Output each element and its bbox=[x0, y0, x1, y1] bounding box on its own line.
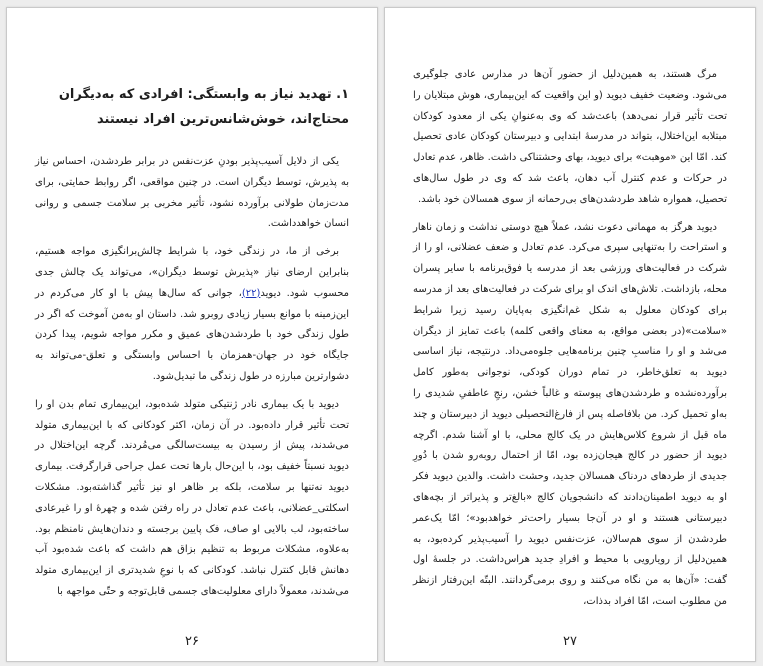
paragraph: دیوید هرگز به مهمانی دعوت نشد، عملاً هیچ دوستی نداشت و زمان ناهار و استراحت را به‌تنهایی سپری می‌کرد. عدم تعادل و ضعف عضلانی، او را از شرکت در فعالیت‌های ورزشی بعد از مدرسه یا فوق‌برنامه با سایر پسران محله، بازداشت. تلاش‌های اندک او برای شرکت در فعالیت‌های بعد از مدرسه برای کودکان معلول به شکل غم‌انگیزی به‌پایان رسید زیرا شرایط «سلامت»(در بعضی مواقع، به معنای واقعی کلمه) باعث تمایز از دیگران می‌شد و او را مناسبِ چنین برنامه‌هایی جلوه‌می‌داد. درنتیجه، نیاز اساسی دیوید به تعلق‌خاطر، در تمام دوران کودکی، نوجوانی به‌طور کامل برآورده‌نشده و طردشدن‌های پیوسته و غالباً خشن، رنجِ عاطفیِ شدیدی را به‌او تحمیل کرد. من بلافاصله پس از فارغ‌التحصیلی دیوید از دبیرستان و چند ماه قبل از شروع کلاس‌هایش در یک کالج محلی، با او آشنا شدم. اگرچه دیوید از حضور در کالج هیجان‌زده بود، امّا از احتمال روبه‌رو شدن با دُورِ جدیدی از طردهای دردناک همسالان جدید، وحشت داشت. والدین دیوید فکر او به دیوید اطمینان‌دادند که دانشجویان کالج «بالغ‌تر و پذیراتر از بچه‌های دبیرستانی هستند و او در آن‌جا بسیار راحت‌تر خواهدبود»؛ امّا یک‌عمر طردشدن از سوی هم‌سالان، عزت‌نفس دیوید را آسیب‌پذیر کرده‌بود، به همین‌دلیل از رویارویی با محیط و افرادِ جدید هراس‌داشت. در جلسهٔ اول گفت: «آن‌ها به من نگاه می‌کنند و روی برمی‌گردانند. البتّه این‌رفتار ازنظر من مطلوب است، امّا افراد بدذات، bbox=[413, 221, 727, 607]
page-number: ۲۶ bbox=[185, 634, 199, 649]
book-page-left bbox=[6, 7, 378, 662]
page-left-content bbox=[35, 82, 349, 610]
paragraph: دیوید با یک بیماری نادر ژنتیکی متولد شده‌بود، این‌بیماری تمام بدن او را تحت تأثیر قرار داده‌بود. در آن زمان، اکثر کودکانی که با این‌بیماری متولد می‌شدند، پیش از رسیدن به بیست‌سالگی می‌مُردند. گرچه این‌اختلال در دیوید نسبتاً خفیف بود، با این‌حال بارها تحت عمل جراحی قرارگرفت. بیماری دیوید نه‌تنها بر سلامت، بلکه بر ظاهر او نیز تأثیر گذاشته‌بود. مشکلات اسکلتی_عضلانی، باعث عدم تعادل در راه رفتن شده و چهرهٔ او را غیرعادی ساخته‌بود، لب بالایی او صاف، فک پایین برجسته و دندان‌هایش نامنظم بود. به‌علاوه، مشکلات مربوط به تنظیم بزاق هم داشت که باعث شده‌بود آب دهانش قابل کنترل نباشد. کودکانی که با نوعِ شدیدتری از این‌بیماری متولد می‌شدند، معمولاً دارای معلولیت‌های جسمی قابل‌توجه و حتّی مواجهه با bbox=[35, 398, 349, 597]
paragraph-text: ، جوانی که سال‌ها پیش با او کار می‌کردم در این‌زمینه با موانع بسیار زیادی روبرو شد. داستان او به‌من آموخت که اگر در طول زندگی خود با طردشدن‌های عمیق و مکرر مواجه شویم، پیدا کردن جایگاه خود در جهان-همزمان با احساس وابستگی و تعلق-می‌تواند به دشوارترین مبارزه در طول زندگی ما تبدیل‌شود. bbox=[35, 287, 349, 382]
page-number: ۲۷ bbox=[563, 634, 577, 649]
paragraph: مرگ هستند، به همین‌دلیل از حضور آن‌ها در مدارس عادی جلوگیری می‌شود. وضعیت خفیف دیوید (و این واقعیت که این‌بیماری، هوش مبتلایان را تحت تأثیر قرار نمی‌دهد) باعث‌شد که وی به‌عنوانِ یکی از معدود کودکان مبتلابه این‌اختلال، بتواند در مدرسهٔ ابتدایی و دبیرستان کودکان عادی تحصیل کند. امّا این «موهبت» برای دیوید، بهای وحشتناکی داشت. ظاهر، عدم تعادل در حرکات و عدم کنترل آب دهان، باعث شد که وی در طول سال‌های تحصیل، همواره شاهد طردشدن‌های بی‌رحمانه از سوی همسالان خود باشد. bbox=[413, 69, 727, 205]
section-heading: ۱. تهدید نیاز به وابستگی: افرادی که به‌دیگران محتاج‌اند، خوش‌شانس‌ترین افراد نیستند bbox=[58, 87, 349, 127]
paragraph: یکی از دلایل آسیب‌پذیر بودنِ عزت‌نفس در برابر طردشدن، احساس نیاز به پذیرش، توسط دیگران است. در چنین مواقعی، اگر روابط حمایتی، برای مدت‌زمان طولانی برآورده نشود، تأثیر مخربی بر سلامت جسمی و روانی انسان خواهدداشت. bbox=[35, 156, 349, 230]
book-page-right bbox=[384, 7, 756, 662]
paragraph-text: برخی از ما، در زندگی خود، با شرایط چالش‌برانگیزی مواجه هستیم، بنابراین ارضای نیاز «پذیرش توسط دیگران»، می‌تواند یک چالش جدی محسوب شود. دیوید bbox=[35, 246, 350, 299]
paragraph bbox=[35, 242, 349, 388]
footnote-link[interactable]: (۲۲) bbox=[241, 287, 261, 299]
page-right-content bbox=[413, 65, 727, 620]
